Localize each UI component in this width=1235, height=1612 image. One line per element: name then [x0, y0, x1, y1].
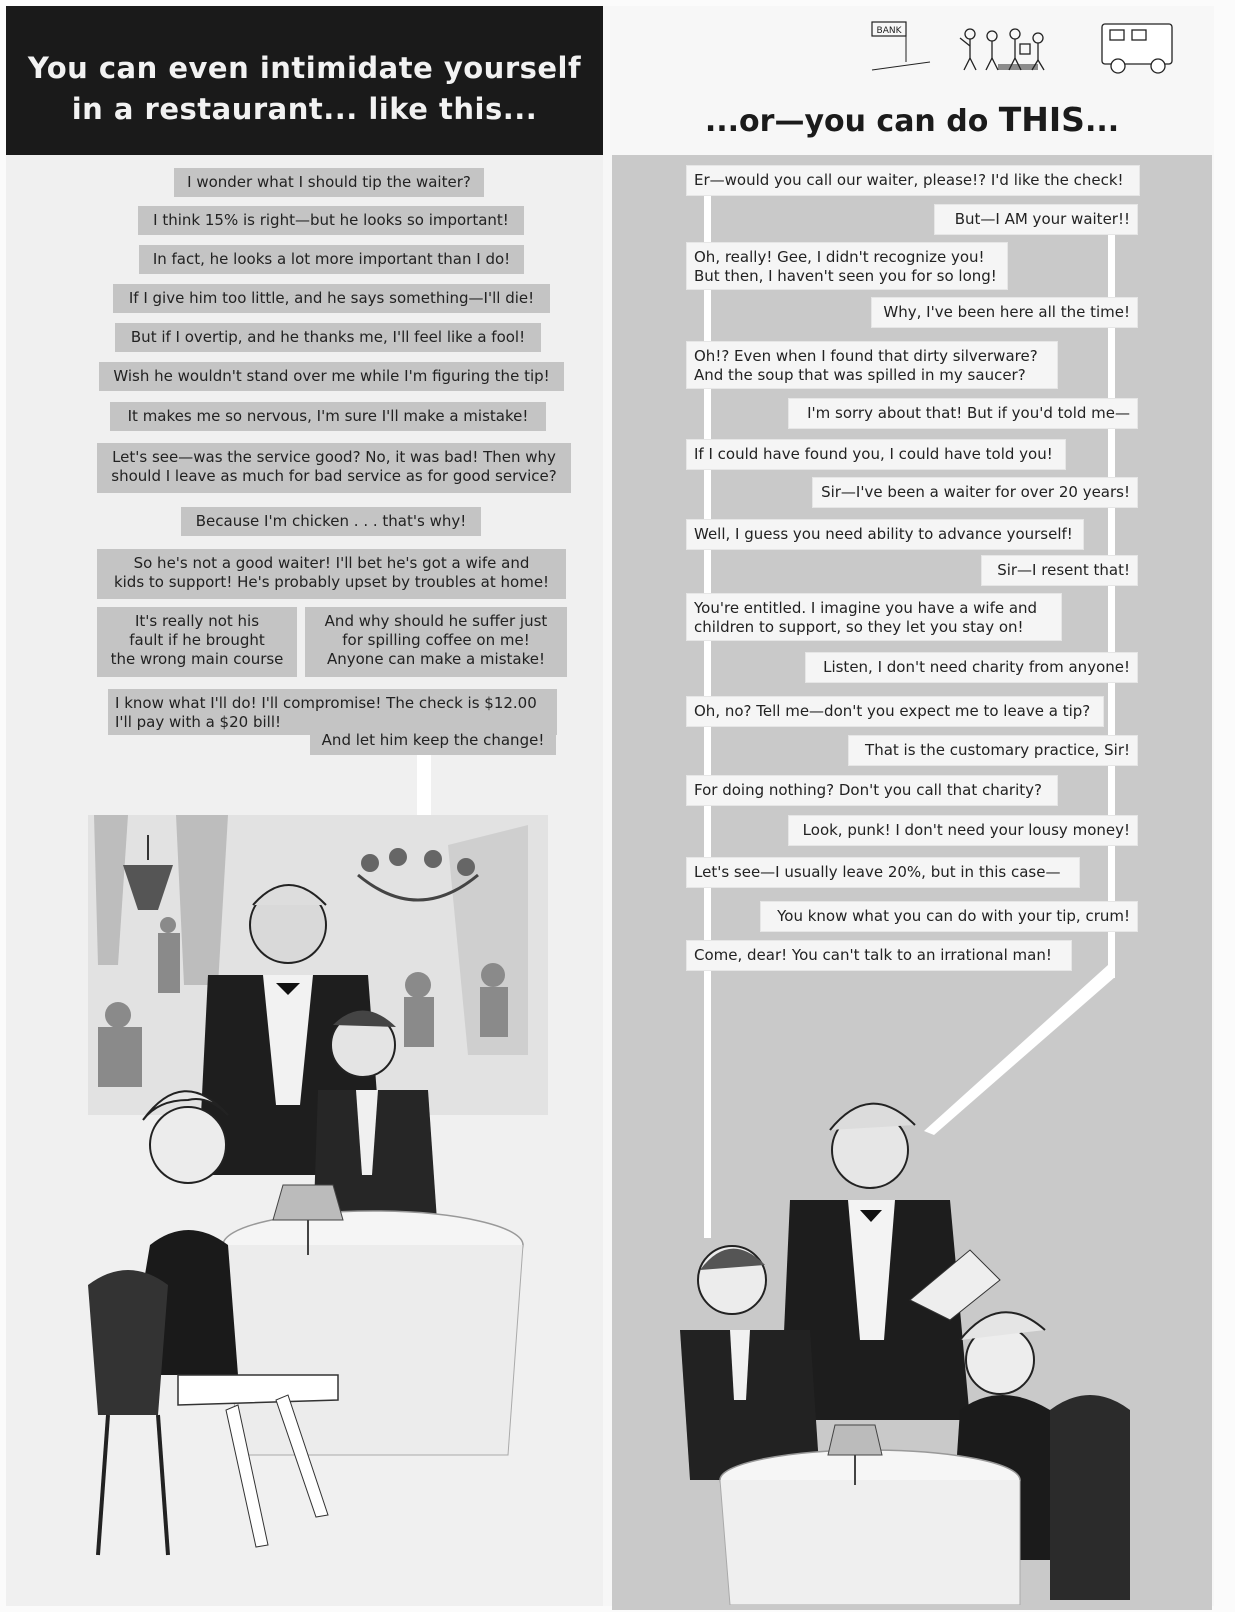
right-bubble-4: Why, I've been here all the time!: [871, 297, 1138, 328]
right-bubble-8: Sir—I've been a waiter for over 20 years!: [812, 477, 1138, 508]
left-bubble-13-line1: I know what I'll do! I'll compromise! The check is $12.00: [115, 694, 537, 712]
left-bubble-12-line2: for spilling coffee on me!: [342, 631, 530, 649]
left-bubble-3: In fact, he looks a lot more important than I do!: [139, 245, 524, 274]
right-bubble-9: Well, I guess you need ability to advance yourself!: [686, 519, 1084, 550]
right-bubble-3-line2: But then, I haven't seen you for so long!: [694, 267, 997, 285]
bank-sign-text: BANK: [876, 26, 902, 36]
right-bubble-10: Sir—I resent that!: [981, 555, 1138, 586]
angry-waiter-figure: [780, 1104, 1000, 1420]
left-headline: [6, 48, 603, 130]
right-bubble-1: Er—would you call our waiter, please!? I'd like the check!: [686, 165, 1140, 196]
right-bubble-5: [686, 341, 1058, 389]
left-bubble-12: [305, 607, 567, 677]
left-bubble-10: [97, 549, 566, 599]
right-restaurant-illustration: [670, 1080, 1210, 1605]
right-bubble-11: [686, 593, 1062, 641]
right-headline: [612, 100, 1212, 142]
left-bubble-11-line3: the wrong main course: [110, 650, 284, 668]
left-bubble-4: If I give him too little, and he says something—I'll die!: [113, 284, 550, 313]
right-bubble-11-line1: You're entitled. I imagine you have a wife and: [694, 599, 1038, 617]
right-bubble-5-line1: Oh!? Even when I found that dirty silverware?: [694, 347, 1038, 365]
bank-robbery-cartoon: [870, 14, 1188, 78]
left-bubble-12-line1: And why should he suffer just: [324, 612, 548, 630]
left-bubble-6: Wish he wouldn't stand over me while I'm figuring the tip!: [99, 362, 564, 391]
right-headline-post: ...: [1084, 104, 1120, 139]
left-bubble-12-line3: Anyone can make a mistake!: [326, 650, 545, 668]
left-bubble-9: Because I'm chicken . . . that's why!: [181, 507, 481, 536]
left-headline-line2: in a restaurant... like this...: [71, 92, 538, 126]
right-headline-pre: ...or—you can do: [704, 104, 999, 139]
right-bubble-19: Come, dear! You can't talk to an irrational man!: [686, 940, 1072, 971]
left-bubble-14: And let him keep the change!: [310, 726, 556, 755]
right-headline-emphasis: THIS: [998, 100, 1085, 139]
right-bubble-11-line2: children to support, so they let you stay on!: [694, 618, 1024, 636]
left-bubble-10-line1: So he's not a good waiter! I'll bet he's got a wife and: [133, 554, 530, 572]
left-bubble-7: It makes me so nervous, I'm sure I'll make a mistake!: [110, 402, 546, 431]
right-bubble-17: Let's see—I usually leave 20%, but in this case—: [686, 857, 1080, 888]
right-bubble-3-line1: Oh, really! Gee, I didn't recognize you!: [694, 248, 985, 266]
left-bubble-11-line2: fault if he brought: [129, 631, 265, 649]
left-bubble-5: But if I overtip, and he thanks me, I'll feel like a fool!: [115, 323, 541, 352]
right-bubble-12: Listen, I don't need charity from anyone!: [805, 652, 1138, 683]
right-bubble-14: That is the customary practice, Sir!: [848, 735, 1138, 766]
left-headline-line1: You can even intimidate yourself: [27, 51, 582, 85]
right-bubble-18: You know what you can do with your tip, crum!: [760, 901, 1138, 932]
left-bubble-8-line1: Let's see—was the service good? No, it was bad! Then why: [112, 448, 556, 466]
right-bubble-13: Oh, no? Tell me—don't you expect me to leave a tip?: [686, 696, 1104, 727]
left-bubble-13-line2: I'll pay with a $20 bill!: [115, 713, 281, 731]
right-bubble-3: [686, 242, 1008, 290]
left-bubble-1: I wonder what I should tip the waiter?: [174, 168, 484, 197]
left-bubble-10-line2: kids to support! He's probably upset by troubles at home!: [113, 573, 550, 591]
left-bubble-2: I think 15% is right—but he looks so important!: [138, 206, 524, 235]
right-bubble-2: But—I AM your waiter!!: [934, 204, 1138, 235]
left-bubble-11: [97, 607, 297, 677]
right-bubble-7: If I could have found you, I could have told you!: [686, 439, 1066, 470]
right-bubble-16: Look, punk! I don't need your lousy money!: [788, 815, 1138, 846]
right-bubble-6: I'm sorry about that! But if you'd told me—: [788, 398, 1138, 429]
left-bubble-8-line2: should I leave as much for bad service as for good service?: [111, 467, 557, 485]
right-waiter-stem: [1108, 228, 1115, 978]
right-bubble-5-line2: And the soup that was spilled in my saucer?: [694, 366, 1026, 384]
left-bubble-8: [97, 443, 571, 493]
right-bubble-15: For doing nothing? Don't you call that charity?: [686, 775, 1058, 806]
left-bubble-11-line1: It's really not his: [134, 612, 260, 630]
left-restaurant-illustration: [88, 815, 548, 1605]
